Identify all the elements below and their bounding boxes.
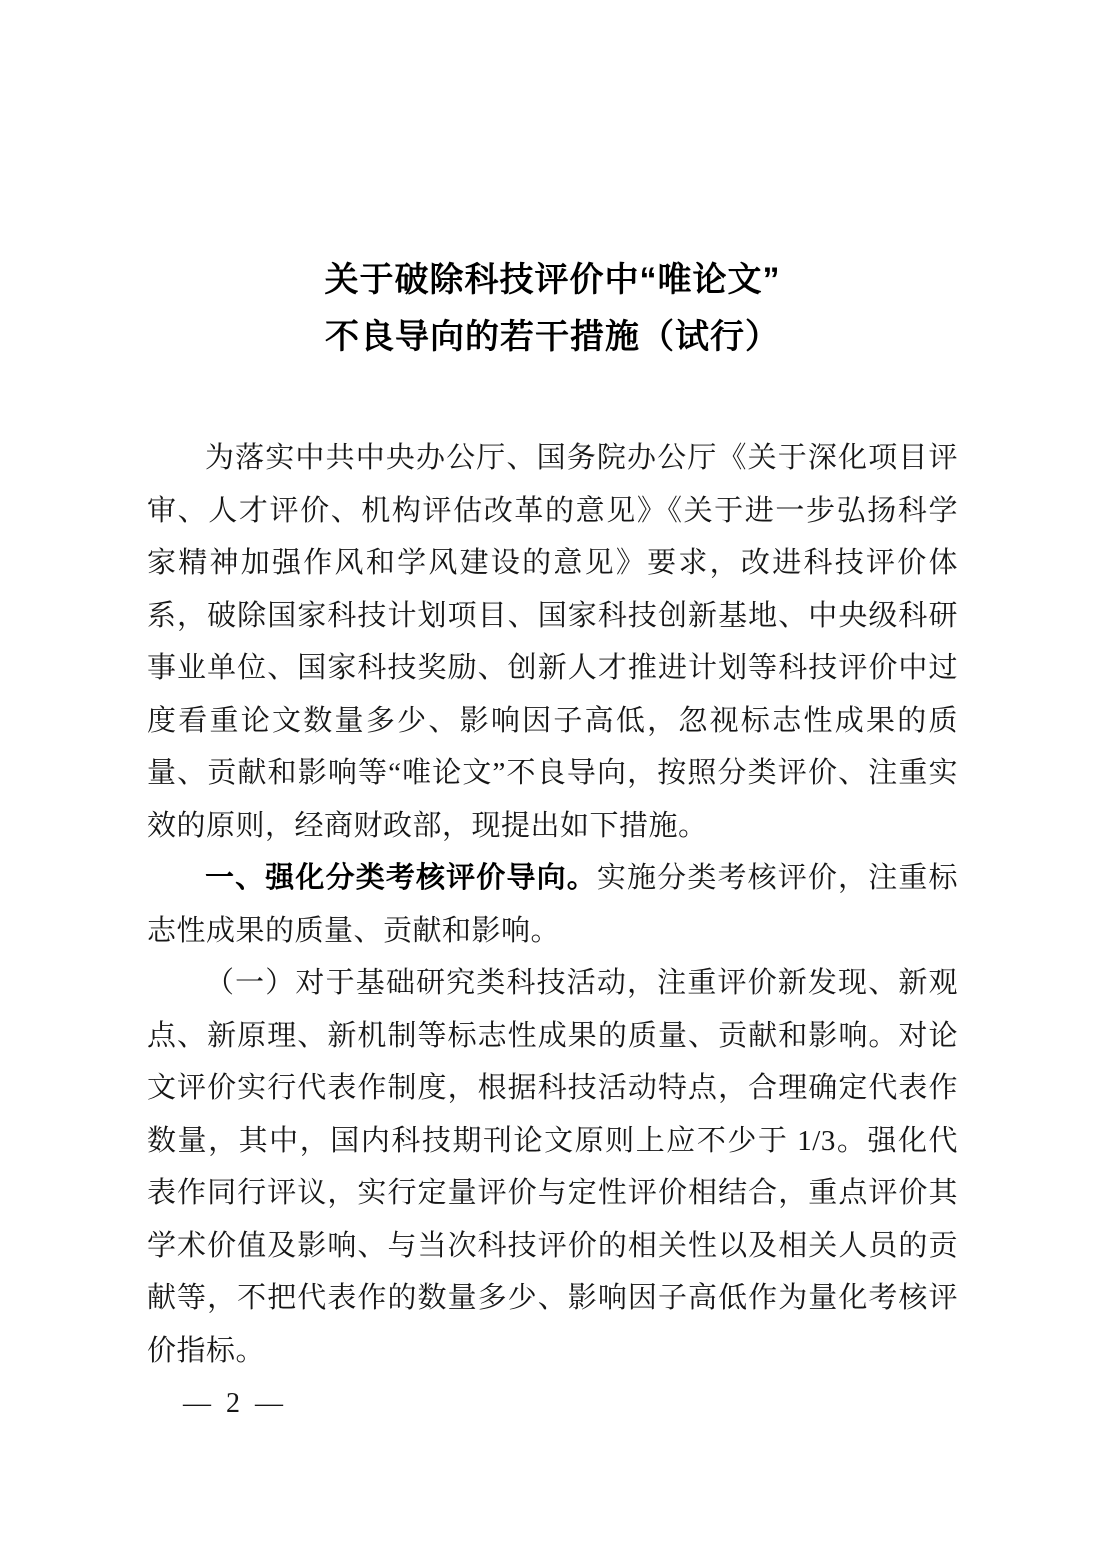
section-1-text: 实施分类考核评价，注重标志性成果的质量、贡献和影响。 [147,862,958,947]
document-title [147,252,958,366]
paragraph-section-1 [147,852,958,957]
paragraph-intro: 为落实中共中央办公厅、国务院办公厅《关于深化项目评审、人才评价、机构评估改革的意见》《关于进一步弘扬科学家精神加强作风和学风建设的意见》要求，改进科技评价体系，破除国家科技计划项目、国家科技创新基地、中央级科研事业单位、国家科技奖励、创新人才推进计划等科技评价中过度看重论文数量多少、影响因子高低，忽视标志性成果的质量、贡献和影响等“唯论文”不良导向，按照分类评价、注重实效的原则，经商财政部，现提出如下措施。 [147,442,958,842]
paragraph-item-1: （一）对于基础研究类科技活动，注重评价新发现、新观点、新原理、新机制等标志性成果的质量、贡献和影响。对论文评价实行代表作制度，根据科技活动特点，合理确定代表作数量，其中，国内科技期刊论文原则上应不少于 1/3。强化代表作同行评议，实行定量评价与定性评价相结合，重点评价其学术价值及影响、与当次科技评价的相关性以及相关人员的贡献等，不把代表作的数量多少、影响因子高低作为量化考核评价指标。 [147,967,958,1367]
document-title-line1: 关于破除科技评价中“唯论文” [324,261,781,299]
document-title-line2: 不良导向的若干措施（试行） [325,318,780,356]
page-number: — 2 — [183,1388,287,1419]
document-body [147,432,958,1377]
section-1-heading: 一、强化分类考核评价导向。 [205,862,597,894]
